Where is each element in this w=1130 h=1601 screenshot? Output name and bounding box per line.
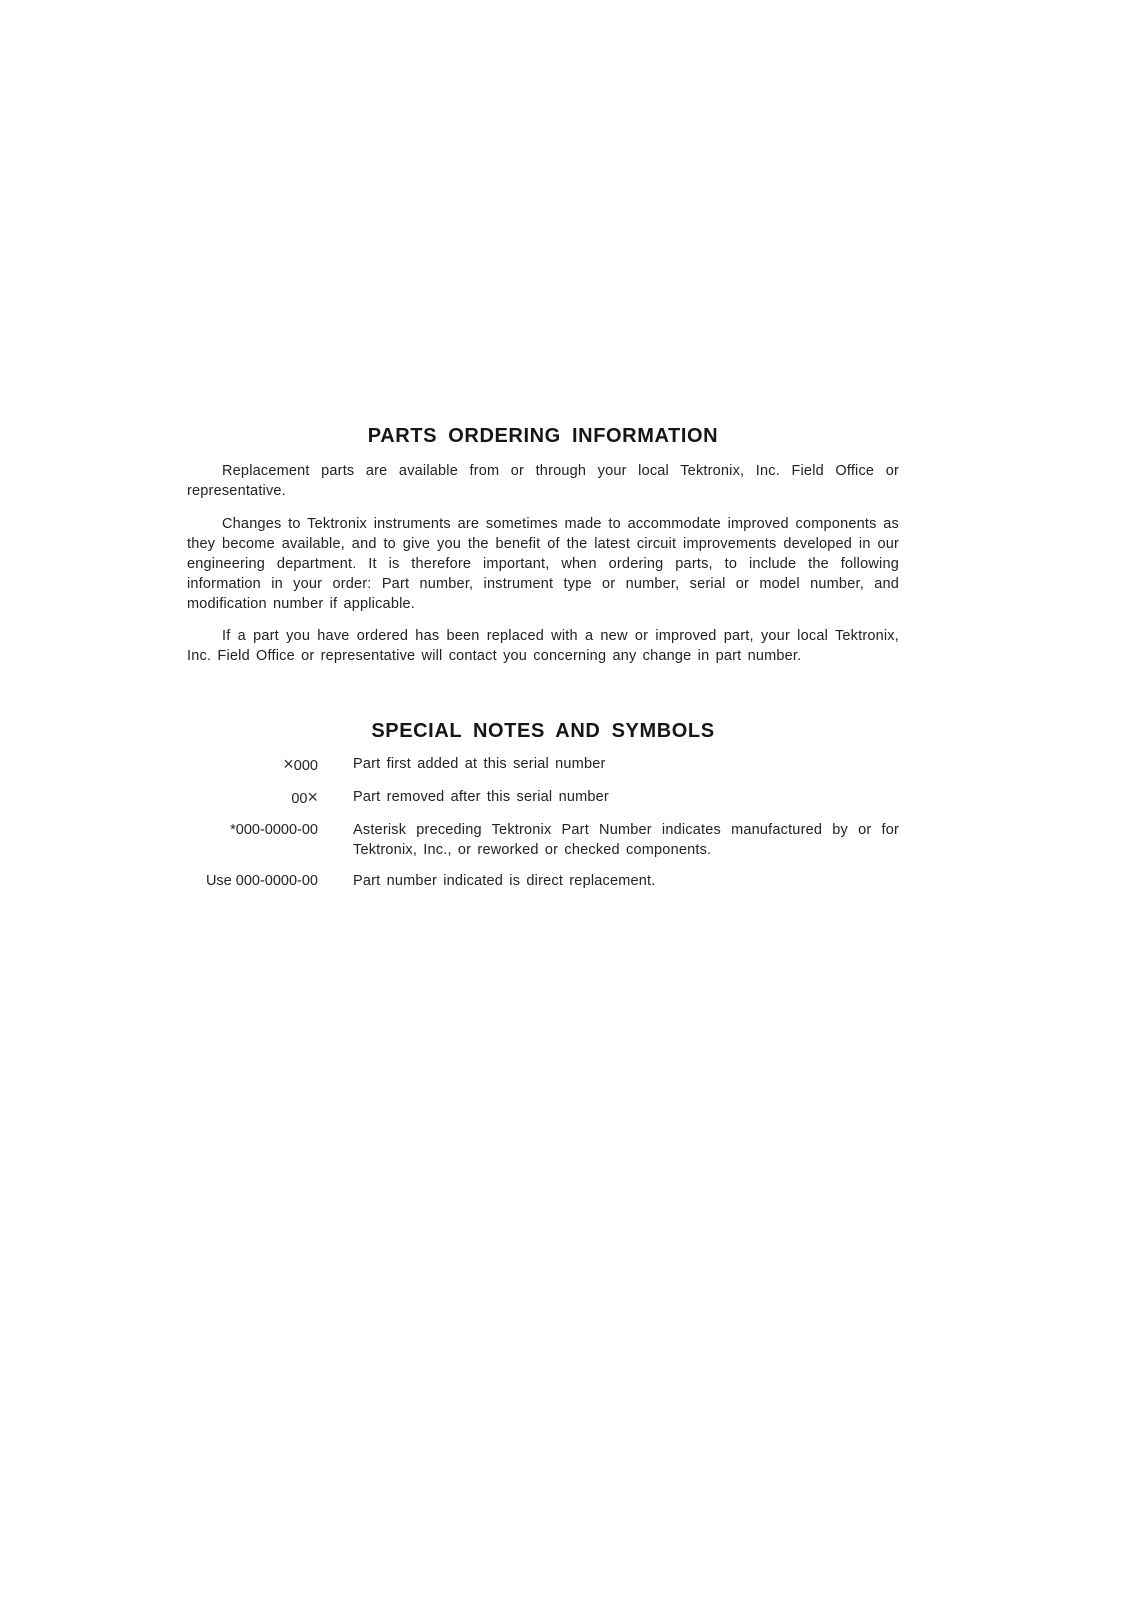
note-symbol	[187, 871, 318, 891]
note-symbol-text: Use 000-0000-00	[205, 873, 318, 889]
x-mark-icon: ×	[307, 787, 318, 807]
note-description: Part number indicated is direct replacement.	[353, 873, 656, 889]
note-symbol-text: *000-0000-00	[230, 822, 318, 838]
note-symbol-text: 00	[291, 791, 308, 807]
note-symbol	[187, 787, 318, 809]
x-mark-icon: ×	[283, 754, 294, 774]
special-notes-list	[187, 754, 899, 891]
note-symbol-text: 000	[293, 758, 318, 774]
parts-ordering-paragraph: If a part you have ordered has been replaced with a new or improved part, your local Tektronix, Inc. Field Office or representative will contact you concerning any change in part number.	[187, 628, 899, 664]
note-description: Asterisk preceding Tektronix Part Number indicates manufactured by or for Tektronix, Inc., or reworked or checked components.	[353, 822, 899, 858]
parts-ordering-paragraph: Changes to Tektronix instruments are sometimes made to accommodate improved components as they become available, and to give you the benefit of the latest circuit improvements developed in our engineering department. It is therefore important, when ordering parts, to include the following information in your order: Part number, instrument type or number, serial or model number, and modification number if applicable.	[187, 516, 899, 612]
note-description: Part first added at this serial number	[353, 756, 606, 772]
note-row	[187, 754, 899, 776]
note-row	[187, 820, 899, 860]
note-row	[187, 787, 899, 809]
special-notes-title: SPECIAL NOTES AND SYMBOLS	[371, 720, 715, 742]
note-symbol	[187, 820, 318, 840]
note-row	[187, 871, 899, 891]
parts-ordering-title: PARTS ORDERING INFORMATION	[367, 425, 719, 447]
note-description: Part removed after this serial number	[353, 789, 609, 805]
note-symbol	[187, 754, 318, 776]
parts-ordering-paragraph: Replacement parts are available from or through your local Tektronix, Inc. Field Office or representative.	[187, 463, 899, 499]
